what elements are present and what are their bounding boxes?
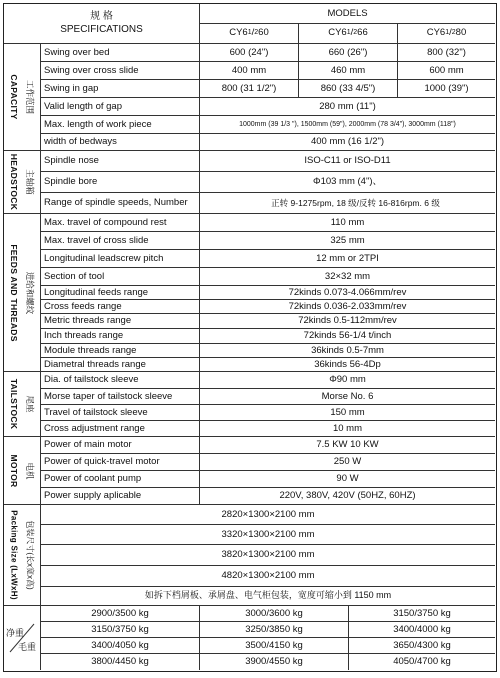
table-row: Power of quick-travel motor 250 W [41, 454, 495, 471]
model-3-header: CY6 1 / 2 80 [426, 27, 467, 39]
table-row: width of bedways 400 mm (16 1/2") [41, 134, 495, 151]
section-packing: Packing Size (LxWxH) 包装尺寸(长x宽x高) [4, 505, 41, 606]
packing-row: 2820×1300×2100 mm [41, 505, 495, 525]
table-row: Inch threads range 72kinds 56-1/4 t/inch [41, 329, 495, 344]
table-row: Max. travel of cross slide 325 mm [41, 232, 495, 250]
net-weight-label: 净重 [6, 628, 25, 638]
weight-row: 3800/4450 kg 3900/4550 kg 4050/4700 kg [41, 654, 495, 670]
table-row: Spindle bore Φ103 mm (4")、 [41, 172, 495, 193]
table-row: Max. travel of compound rest 110 mm [41, 214, 495, 232]
section-capacity [4, 44, 41, 151]
section-tailstock: TAILSTOCK 尾座 [4, 372, 41, 437]
spec-sheet [3, 3, 497, 672]
table-row: Morse taper of tailstock sleeve Morse No. 6 [41, 389, 495, 405]
spec-header [4, 4, 199, 43]
table-row: Power supply aplicable 220V, 380V, 420V (50HZ, 60HZ) [41, 488, 495, 505]
table-row: Power of main motor 7.5 KW 10 KW [41, 437, 495, 454]
section-headstock: HEADSTOCK 主轴箱 [4, 151, 41, 214]
packing-row: 4820×1300×2100 mm [41, 566, 495, 587]
table-row: Power of coolant pump 90 W [41, 471, 495, 488]
header-row [4, 4, 495, 44]
section-capacity-cn: 工作范围 [25, 79, 35, 115]
weight-row: 3150/3750 kg 3250/3850 kg 3400/4000 kg [41, 622, 495, 638]
model-2-header: CY6 1 / 2 66 [328, 27, 368, 39]
table-row: Section of tool 32×32 mm [41, 268, 495, 286]
table-row: Travel of tailstock sleeve 150 mm [41, 405, 495, 421]
spec-header-cn: 规 格 [90, 11, 113, 22]
table-row: Swing over cross slide 400 mm 460 mm 600 mm [41, 62, 495, 80]
table-row: Swing in gap 800 (31 1/2") 860 (33 4/5") 1000 (39") [41, 80, 495, 98]
label-value-divider [199, 44, 200, 505]
table-row: Metric threads range 72kinds 0.5-112mm/rev [41, 314, 495, 329]
weight-row: 2900/3500 kg 3000/3600 kg 3150/3750 kg [41, 606, 495, 622]
section-feeds: FEEDS AND THREADS 进给和螺纹 [4, 214, 41, 372]
weight-row: 3400/4050 kg 3500/4150 kg 3650/4300 kg [41, 638, 495, 654]
table-row: Diametral threads range 36kinds 56-4Dp [41, 358, 495, 372]
packing-row: 3320×1300×2100 mm [41, 525, 495, 545]
model-1-header: CY6 1 / 2 60 [229, 27, 269, 39]
table-row: Valid length of gap 280 mm (11") [41, 98, 495, 116]
packing-row: 3820×1300×2100 mm [41, 545, 495, 566]
table-row: Module threads range 36kinds 0.5-7mm [41, 344, 495, 358]
spec-header-en: SPECIFICATIONS [60, 23, 143, 35]
section-capacity-en: CAPACITY [9, 74, 19, 120]
table-row: Longitudinal feeds range 72kinds 0.073-4.066mm/rev [41, 286, 495, 300]
table-row: Spindle nose ISO-C11 or ISO-D11 [41, 151, 495, 172]
section-weight [4, 606, 41, 670]
gross-weight-label: 毛重 [18, 642, 37, 652]
packing-note-row: 如拆下档屑板、承屑盘、电气柜包装，宽度可缩小到 1150 mm [41, 587, 495, 606]
table-row: Longitudinal leadscrew pitch 12 mm or 2TPI [41, 250, 495, 268]
models-header: MODELS [200, 4, 495, 24]
section-motor: MOTOR 电机 [4, 437, 41, 505]
table-row: Cross adjustment range 10 mm [41, 421, 495, 437]
table-row: Cross feeds range 72kinds 0.036-2.033mm/rev [41, 300, 495, 314]
table-row: Dia. of tailstock sleeve Φ90 mm [41, 372, 495, 389]
table-row: Range of spindle speeds, Number 正转 9-1275rpm, 18 级/反转 16-816rpm. 6 级 [41, 193, 495, 214]
table-row: Swing over bed 600 (24") 660 (26") 800 (32") [41, 44, 495, 62]
table-row: Max. length of work piece 1000mm (39 1/3 "), 1500mm (59"), 2000mm (78 3/4"), 3000mm (118") [41, 116, 495, 134]
